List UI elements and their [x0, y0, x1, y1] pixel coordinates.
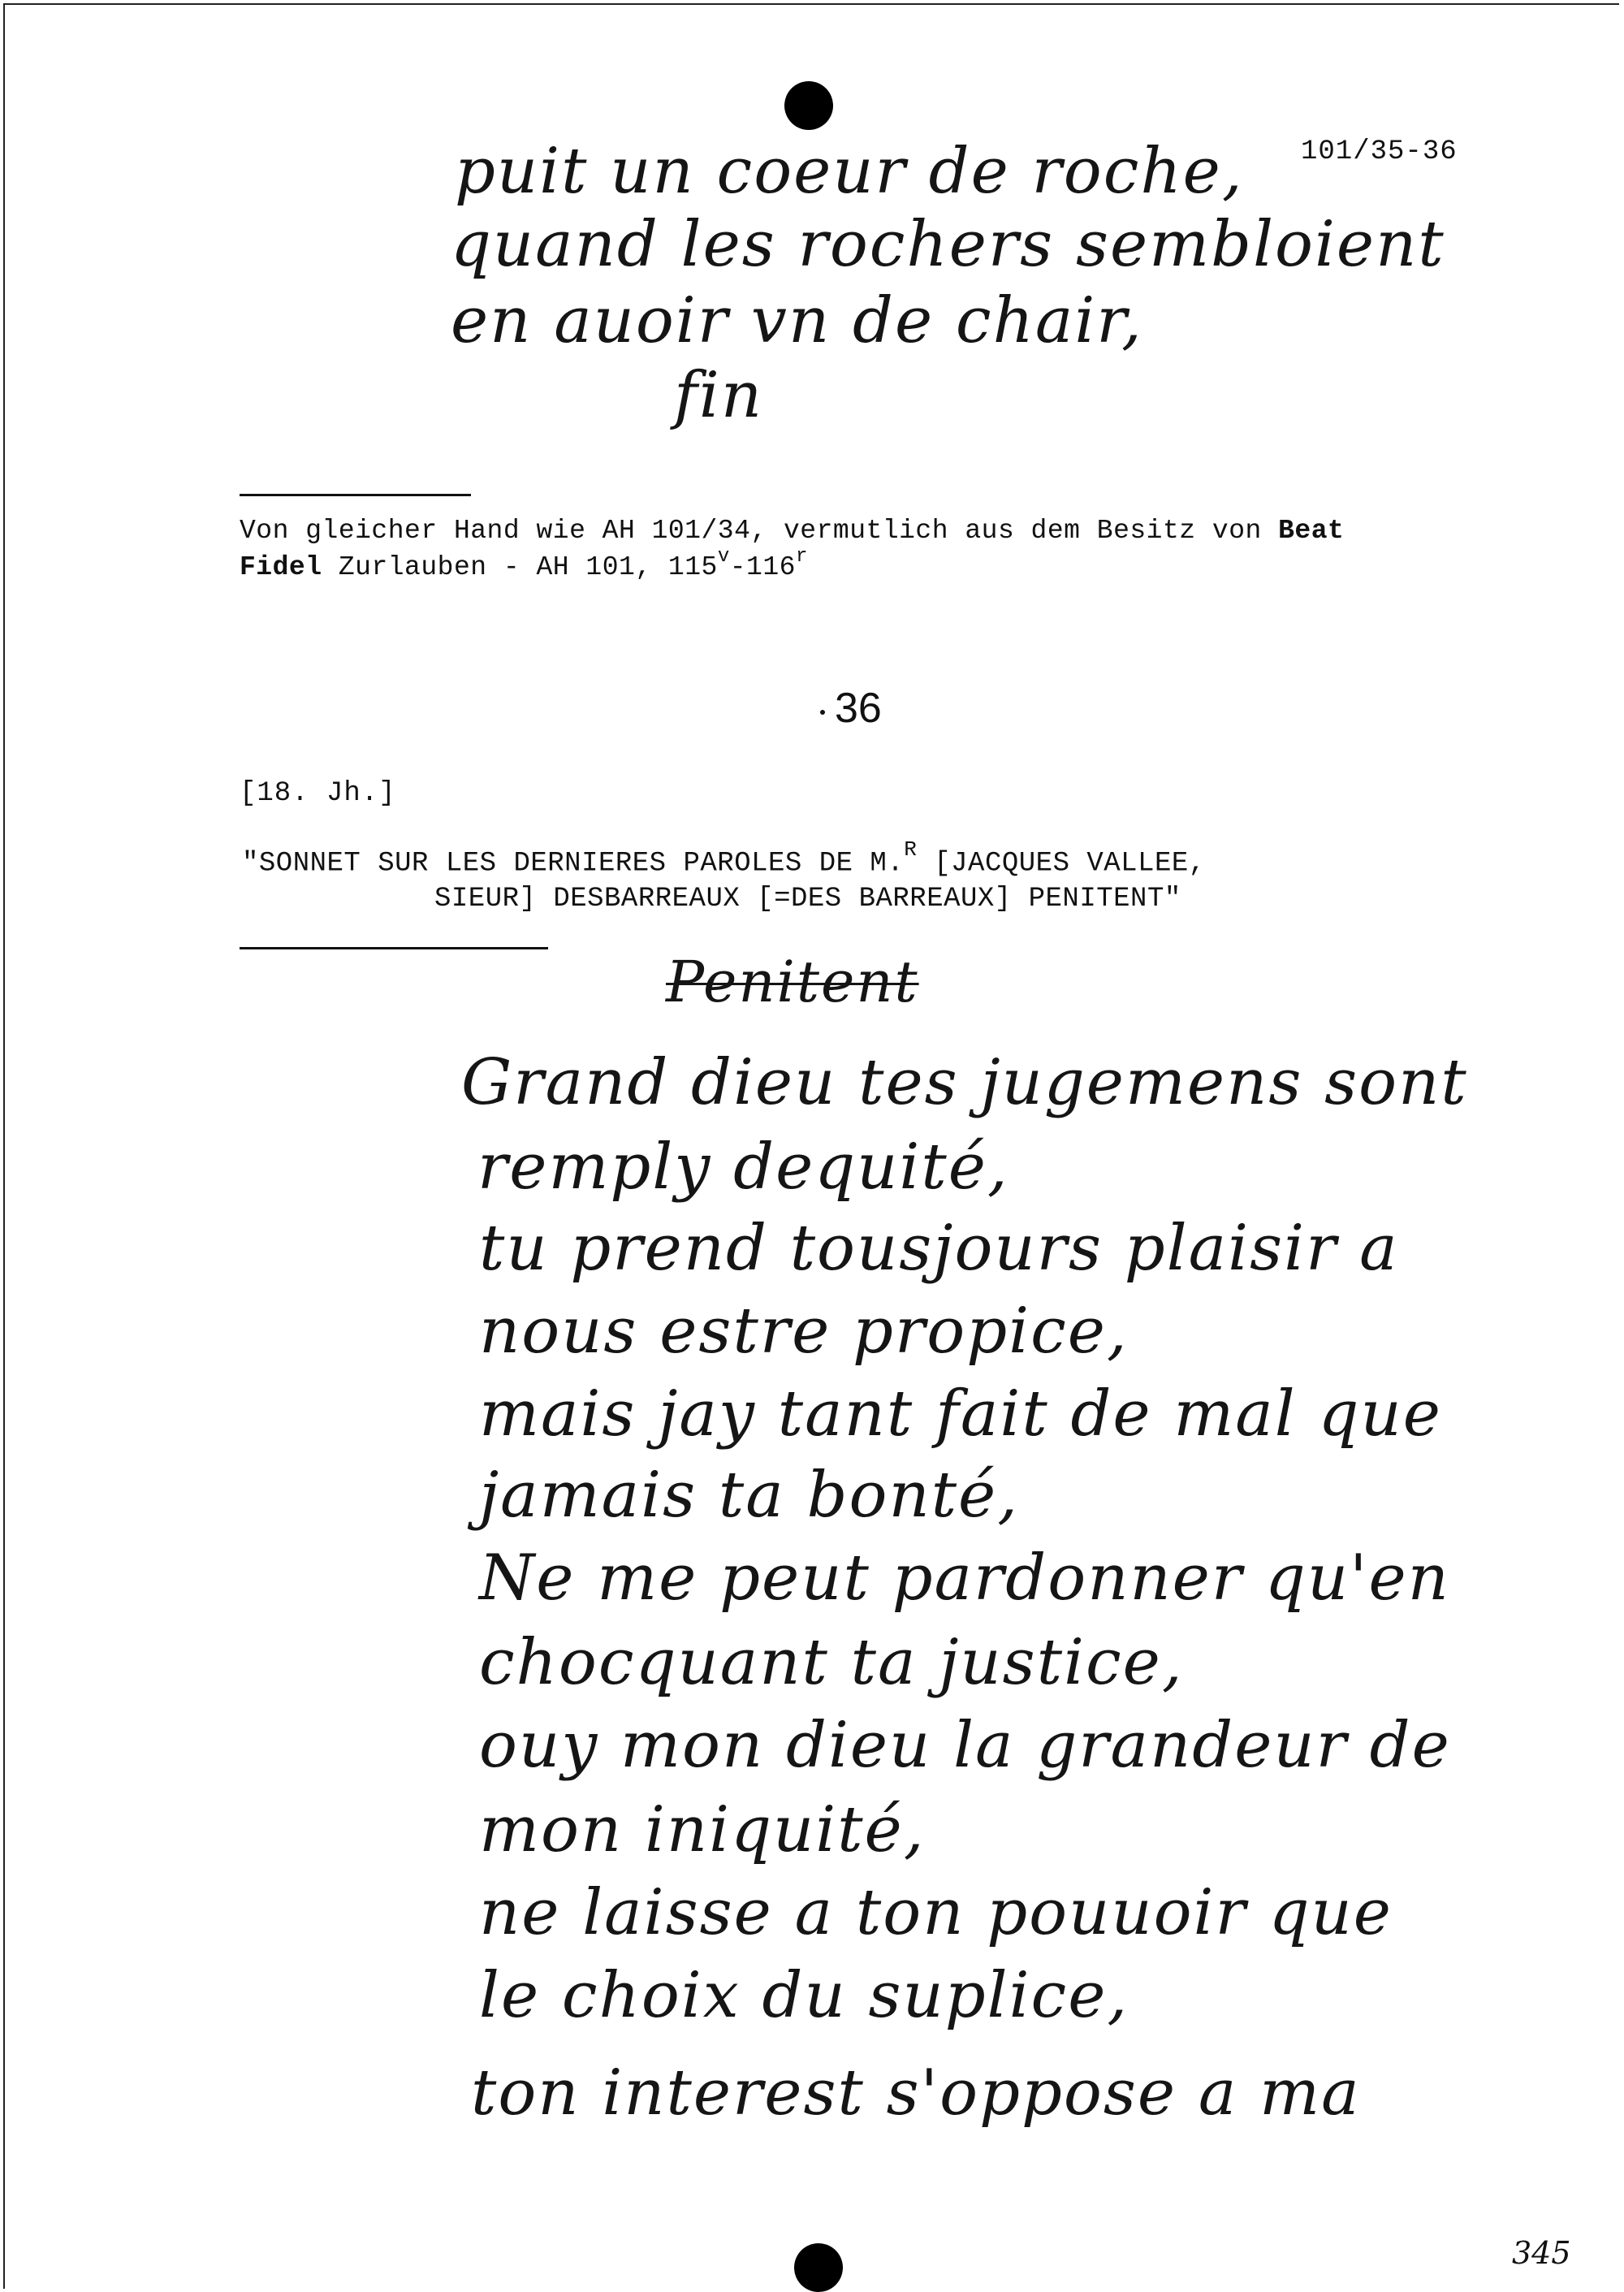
punch-hole-bottom: [794, 2243, 843, 2292]
note-text: Zurlauben - AH 101, 115: [338, 552, 718, 582]
poem-line: tu prend tousjours plaisir a: [479, 1212, 1399, 1285]
entry-date: [18. Jh.]: [240, 778, 396, 809]
poem-line: jamais ta bonté,: [479, 1459, 1019, 1532]
poem-line: mais jay tant fait de mal que: [479, 1377, 1442, 1451]
entry-title: [242, 837, 1460, 917]
title-line1: "SONNET SUR LES DERNIERES PAROLES DE M.: [242, 848, 905, 880]
title-sup: R: [904, 837, 918, 862]
poem-line: ne laisse a ton pouuoir que: [479, 1876, 1393, 1949]
note-sup: v: [717, 546, 730, 568]
folio-number: 345: [1512, 2235, 1571, 2271]
poem-line: Grand dieu tes jugemens sont: [461, 1046, 1468, 1119]
poem-line: ouy mon dieu la grandeur de: [479, 1709, 1451, 1782]
section-rule: [240, 494, 471, 496]
poem-line: le choix du suplice,: [479, 1959, 1129, 2032]
handwritten-line: fin: [674, 359, 764, 432]
handwritten-line: quand les rochers sembloient: [451, 208, 1445, 281]
struck-heading: Penitent: [666, 949, 919, 1015]
note-name: Fidel: [240, 552, 322, 582]
note-text: -116: [729, 552, 796, 582]
entry-number-dot: [820, 710, 825, 715]
poem-line: chocquant ta justice,: [479, 1626, 1184, 1699]
poem-line: ton interest s'oppose a ma: [471, 2056, 1361, 2130]
archive-reference: 101/35-36: [1301, 136, 1458, 167]
note-sup: r: [795, 546, 808, 568]
editorial-note: [240, 517, 1458, 582]
poem-line: Ne me peut pardonner qu'en: [479, 1542, 1450, 1615]
poem-line: mon iniquité,: [479, 1793, 926, 1866]
title-line1-end: [JACQUES VALLEE,: [917, 848, 1206, 880]
section-rule: [240, 947, 548, 949]
title-line2: SIEUR] DESBARREAUX [=DES BARREAUX] PENITENT": [434, 884, 1181, 915]
poem-line: nous estre propice,: [479, 1295, 1129, 1368]
entry-number: 36: [835, 685, 882, 732]
handwritten-line: puit un coeur de roche,: [455, 135, 1244, 208]
handwritten-line: en auoir vn de chair,: [451, 284, 1143, 357]
note-name: Beat: [1278, 516, 1345, 546]
poem-line: remply dequité,: [477, 1131, 1009, 1204]
note-text: Von gleicher Hand wie AH 101/34, vermutlich aus dem Besitz von: [240, 516, 1262, 546]
punch-hole-top: [784, 81, 833, 130]
